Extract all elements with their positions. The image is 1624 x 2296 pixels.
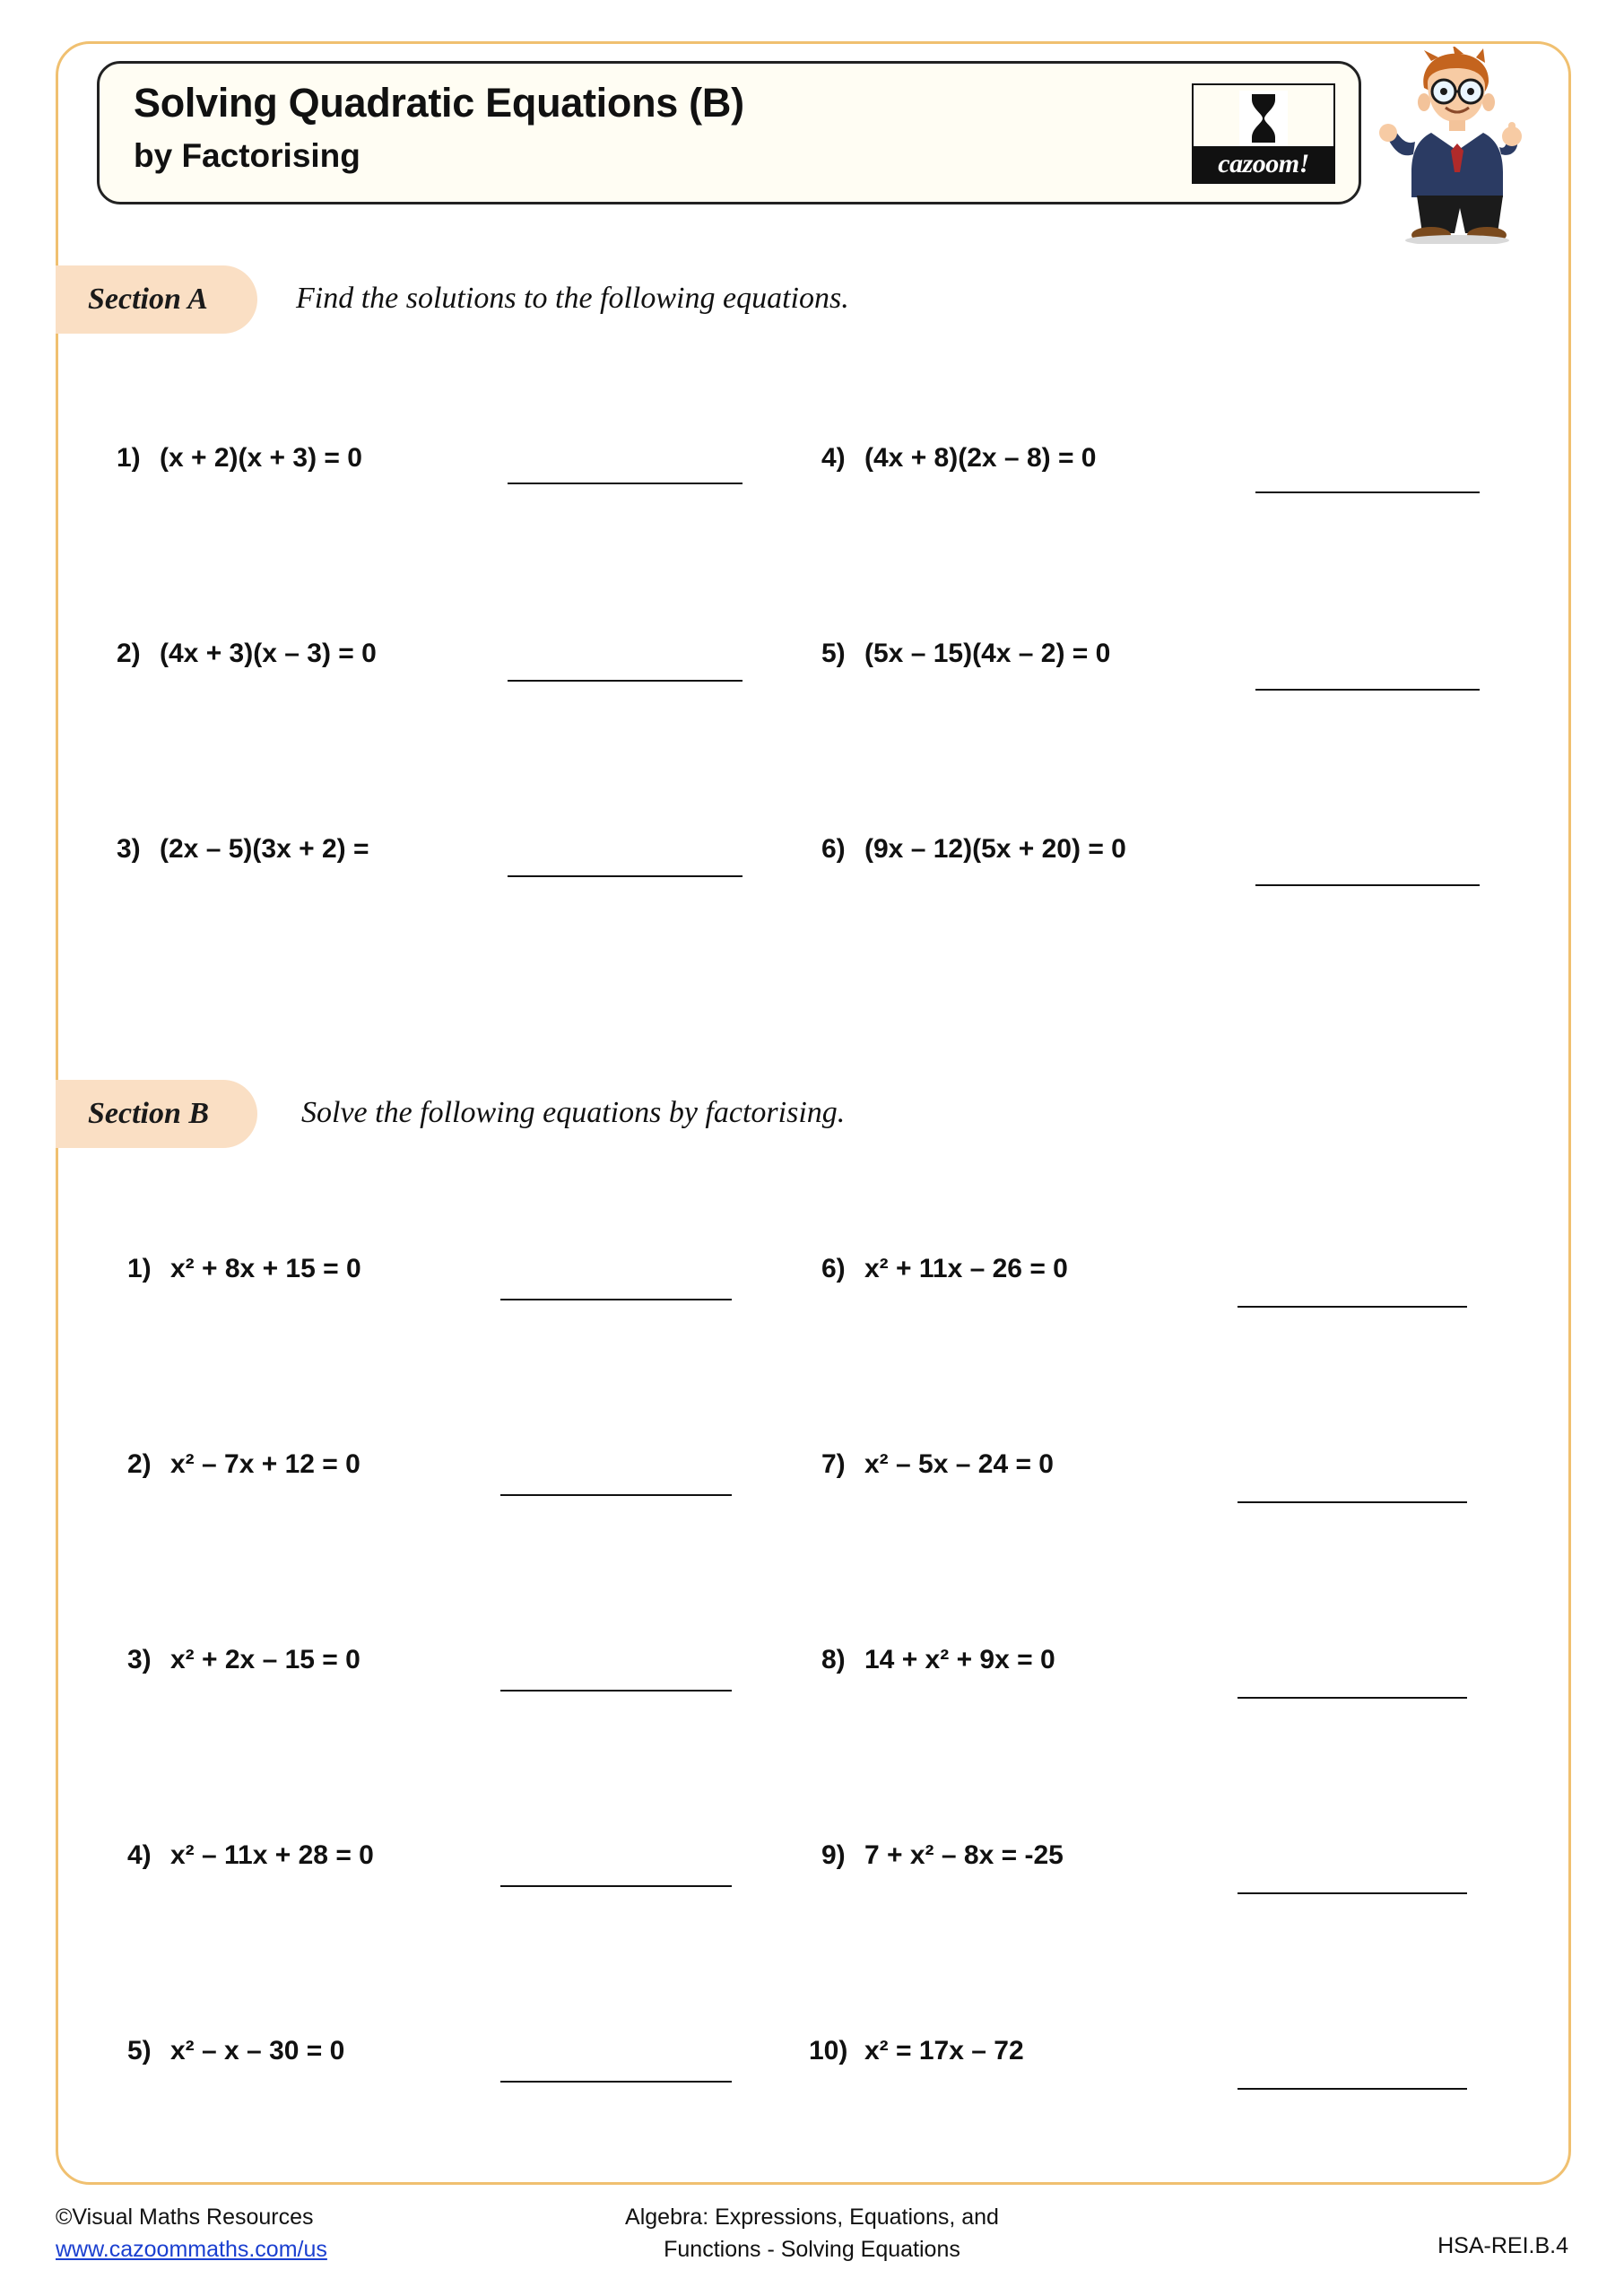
question-a3 [117,834,369,865]
question-a6 [821,834,1126,865]
answer-line-b4[interactable] [500,1885,732,1887]
question-b2-number: 2) [127,1449,152,1479]
question-b10-text: x² = 17x – 72 [864,2036,1024,2066]
question-a1-number: 1) [117,443,141,473]
question-b1-number: 1) [127,1254,152,1283]
question-b8-number: 8) [821,1645,846,1674]
answer-line-b5[interactable] [500,2081,732,2083]
question-b9 [821,1840,1064,1871]
answer-line-b10[interactable] [1238,2088,1467,2090]
footer-center [0,2201,1624,2266]
question-a2 [117,639,377,669]
answer-line-a6[interactable] [1255,884,1480,886]
question-a6-number: 6) [821,834,846,864]
footer-topic-line2: Functions - Solving Equations [664,2237,960,2262]
answer-line-b6[interactable] [1238,1306,1467,1308]
question-a1-text: (x + 2)(x + 3) = 0 [160,443,362,473]
question-a2-number: 2) [117,639,141,668]
question-b7-text: x² – 5x – 24 = 0 [864,1449,1054,1479]
question-b1-text: x² + 8x + 15 = 0 [170,1254,361,1283]
question-b3-number: 3) [127,1645,152,1674]
question-b9-number: 9) [821,1840,846,1870]
cazoom-logo [1192,83,1335,184]
section-a-instruction: Find the solutions to the following equations. [296,282,849,315]
footer-copyright: ©Visual Maths Resources [56,2205,314,2230]
question-a4-text: (4x + 8)(2x – 8) = 0 [864,443,1097,473]
page-title: Solving Quadratic Equations (B) [134,80,744,126]
question-a6-text: (9x – 12)(5x + 20) = 0 [864,834,1126,864]
page-subtitle: by Factorising [134,137,360,174]
answer-line-b2[interactable] [500,1494,732,1496]
answer-line-b1[interactable] [500,1299,732,1300]
question-a1 [117,443,362,474]
section-b-instruction: Solve the following equations by factorising. [301,1096,846,1129]
question-b5 [127,2036,344,2066]
question-b6 [821,1254,1068,1284]
title-box [97,61,1361,204]
question-b1 [127,1254,361,1284]
question-b6-text: x² + 11x – 26 = 0 [864,1254,1068,1283]
question-a3-text: (2x – 5)(3x + 2) = [160,834,369,864]
question-a2-text: (4x + 3)(x – 3) = 0 [160,639,377,668]
answer-line-b8[interactable] [1238,1697,1467,1699]
question-a5-number: 5) [821,639,846,668]
question-b7-number: 7) [821,1449,846,1479]
question-b5-number: 5) [127,2036,152,2066]
logo-wordmark: cazoom! [1194,146,1333,182]
mascot-illustration [1372,47,1542,244]
section-b-label: Section B [88,1097,210,1130]
question-b10-number: 10) [809,2036,848,2066]
question-b2 [127,1449,360,1480]
question-a5 [821,639,1110,669]
answer-line-a3[interactable] [508,875,743,877]
answer-line-a4[interactable] [1255,491,1480,493]
answer-line-a1[interactable] [508,483,743,484]
section-a-label: Section A [88,283,208,316]
question-b4-text: x² – 11x + 28 = 0 [170,1840,374,1870]
question-a4-number: 4) [821,443,846,473]
question-b4 [127,1840,374,1871]
question-a3-number: 3) [117,834,141,864]
answer-line-a2[interactable] [508,680,743,682]
footer-website-link[interactable]: www.cazoommaths.com/us [56,2237,327,2262]
footer-topic-line1: Algebra: Expressions, Equations, and [625,2205,999,2230]
question-a4 [821,443,1097,474]
hourglass-icon [1239,91,1288,146]
question-b5-text: x² – x – 30 = 0 [170,2036,345,2066]
answer-line-b3[interactable] [500,1690,732,1692]
question-b6-number: 6) [821,1254,846,1283]
answer-line-a5[interactable] [1255,689,1480,691]
section-b-tab [56,1080,257,1148]
question-b8-text: 14 + x² + 9x = 0 [864,1645,1055,1674]
footer-standard-code: HSA-REI.B.4 [1437,2233,1568,2258]
question-b4-number: 4) [127,1840,152,1870]
question-b3-text: x² + 2x – 15 = 0 [170,1645,360,1674]
answer-line-b9[interactable] [1238,1892,1467,1894]
answer-line-b7[interactable] [1238,1501,1467,1503]
question-b3 [127,1645,360,1675]
question-b7 [821,1449,1054,1480]
question-b8 [821,1645,1055,1675]
section-a-tab [56,265,257,334]
footer [0,2196,1624,2294]
question-a5-text: (5x – 15)(4x – 2) = 0 [864,639,1111,668]
question-b10 [809,2036,1024,2066]
question-b2-text: x² – 7x + 12 = 0 [170,1449,360,1479]
question-b9-text: 7 + x² – 8x = -25 [864,1840,1064,1870]
